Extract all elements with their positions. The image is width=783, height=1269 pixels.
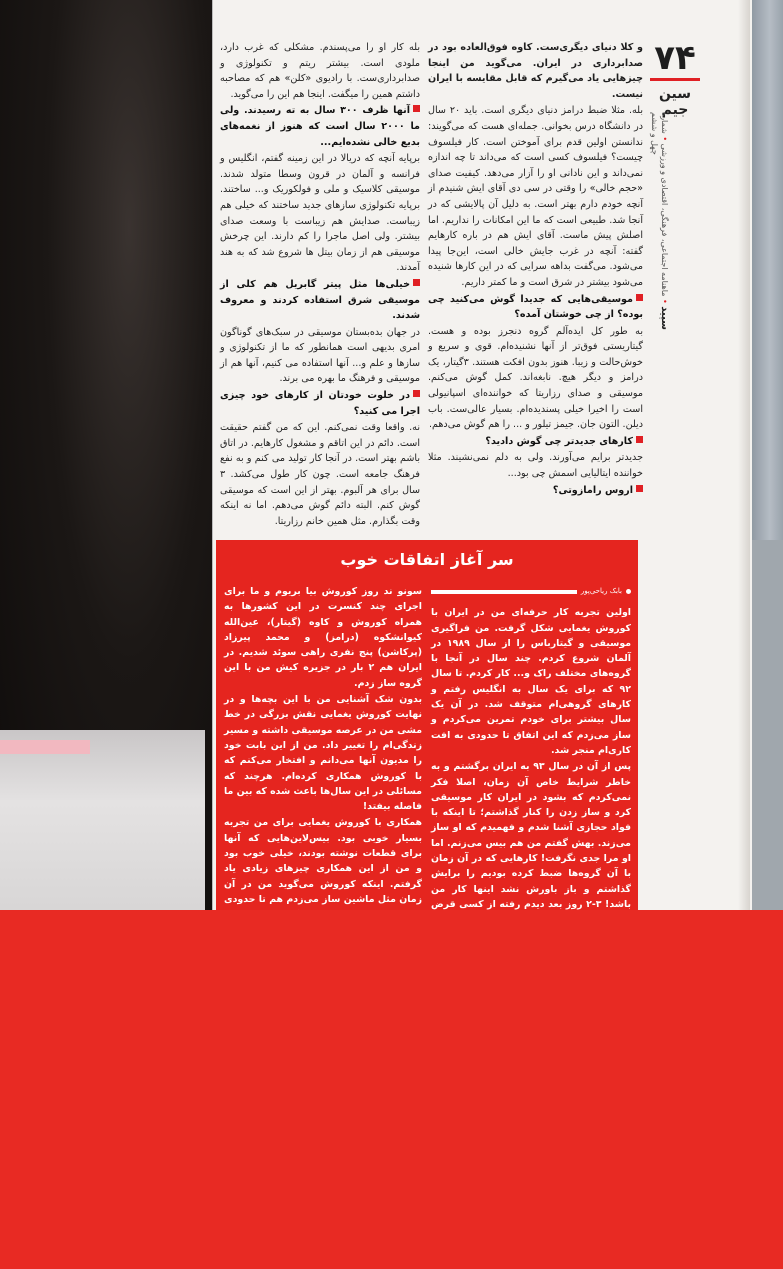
interview-question: [428, 292, 643, 323]
dot-separator: •: [660, 133, 669, 142]
answer-paragraph: نه. واقعا وقت نمی‌کنم. این که من گفتم حقیقت است. دائم در این اتاقم و مشغول کارهایم. در اتاق باشم بهتر است. در آنجا کار تولید می کنم و به نفع فرهنگ جامعه است. چون کار طول می‌کشد. ۳ سال برای هر آلبوم. بهتر از این است که موسیقی گوش کنم. البته دائم گوش می‌دهم. اما نه اینکه وقت بگذارم. مثل همین خانم رزاریتا.: [220, 422, 420, 527]
box-title: سر آغاز اتفاقات خوب: [340, 550, 514, 569]
answer-paragraph: بله. مثلا ضبط درامز دنیای دیگری است. باید ۲۰ سال در دانشگاه درس بخوانی. جمله‌ای هست که می‌گویند: ندانستن اولین قدم برای آموختن است. کار فیلسوف چیست؟ فیلسوف کسی است که می‌داند تا چه اندازه نمی‌داند و این نادانی او را آزار می‌دهد. کیفیت صدای «حجم خالی» را وقتی در سی دی آقای ایش شنیدم از آنچه خودم دارم بهتر است. به دلیل آن پالایشی که در آنجا شد. طبیعی است که ما این امکانات را نداریم. اما اصلش پیش ماست. آقای ایش هم در باره کارهایم گفته: آنچه در غرب جایش خالی است، این‌جا پیدا می‌شود. می‌گفت بدا‌هه سرایی که در این کارها شنیده می‌شود بیشتر در شرق است و ما کمتر داریم.: [428, 105, 643, 288]
box-author: بابک ریاحی‌پور: [580, 587, 622, 595]
red-square-icon: [413, 390, 420, 397]
interview-question: [428, 434, 643, 450]
question-text: اروس رامازوتی؟: [552, 484, 633, 496]
answer-paragraph: به طور کل ایده‌آلم گروه دنجرز بوده و هست. گیتاریستی فوق‌تر از آنها نشنیده‌ام. قوی و سریع و خوش‌حالت و زیبا. هنوز بدون افکت هستند. ۳گیتار، یک درامز و دیگر هیچ. نابغه‌اند. کمل گوش می‌کنم. موسیقی و صدای رزاریتا که خواننده‌ای اسپانیولی است را اخیرا خیلی پسندیده‌ام. بسیار عالی‌ست. باب دیلن. التون جان. جیمز تیلور و ... را هم گوش می‌دهم.: [428, 325, 643, 431]
brand-logo: سپید: [659, 306, 670, 331]
dot-separator: •: [660, 296, 669, 304]
red-square-icon: [636, 294, 643, 301]
next-page-edge: [750, 540, 783, 910]
section-title: سین جیم: [658, 86, 692, 118]
background-right-edge: [750, 0, 783, 910]
pink-stripe: [0, 740, 90, 754]
interview-question: [220, 103, 420, 150]
box-paragraph: اولین تجربه کار حرفه‌ای من در ایران با کوروش یغمایی شکل گرفت. من فراگیری موسیقی و گیتار‌باس را از سال ۱۹۸۹ در آلمان شروع کردم. چند سال در آنجا با گروه‌های مختلف راک و... کار کردم. تا سال ۹۲ که برای یک سال به انگلیس رفتم و کارهای گروهی‌ام متوقف شد. در آن یک سال بیشتر برای خودم تمرین می‌کردم و ساز می‌زدم که این اتفاق تا حدودی به افت کاری‌ام منجر شد.: [431, 607, 631, 756]
box-paragraph: پس از آن در سال ۹۳ به ایران برگشتم و به خاطر شرایط خاص آن زمان، اصلا فکر نمی‌کردم که بشود در ایران کار موسیقی کرد و ساز زدن را کنار گذاشتم؛ تا اینکه با فواد حجازی آشنا شدم و فهمیدم که او ساز می‌زند. بهش گفتم من هم بیس می‌زنم. اما او مرا جدی نگرفت! کارهایی که در آن زمان با آن گروه‌ها ضبط کرده بودیم را برایش گذاشتم و باز باورش نشد اینها کار من باشد! ۳-۲ روز بعد دیدم رفته از کسی قرض: [431, 761, 631, 910]
answer-paragraph: بله کار او را می‌پسندم. مشکلی که غرب دارد، ملودی است. بیشتر ریتم و تکنولوژی و صدابرداری‌ست. با رادیوی «کلن» هم که مصاحبه داشتم همین را میگفت. اینجا هم این را می‌گوید.: [220, 42, 420, 100]
question-text: خیلی‌ها مثل پیتر گابریل هم کلی از موسیقی شرق استفاده کردند و معروف شدند.: [220, 278, 420, 322]
box-paragraph: همکاری با کوروش یغمایی برای من تجربه بسیار خوبی بود. بیس‌لاین‌هایی که آنها برای قطعات نوشته بودند، خیلی خوب بود و من از این همکاری چیزهای زیادی یاد گرفتم. اینکه کوروش می‌گوید من در آن زمان مثل ماشین ساز می‌زدم هم تا حدودی: [224, 817, 422, 905]
issue-number: شماره چهل و ششم: [650, 112, 669, 155]
question-text: در خلوت خودتان از کارهای خود چیزی اجرا می کنید؟: [220, 390, 420, 417]
red-square-icon: [636, 485, 643, 492]
red-square-icon: [636, 436, 643, 443]
sidebar-box: [216, 540, 638, 910]
answer-paragraph: در جهان بده‌بستان موسیقی در سبک‌های گوناگون امری بدیهی است همانطور که ما از تکنولوژی و سازها و علم و... آنها استفاده می کنیم، آنها هم از موسیقی و فرهنگ ما بهره می برند.: [220, 326, 420, 385]
author-line: [431, 584, 631, 599]
bullet-icon: [626, 589, 631, 594]
article-column-left: [220, 40, 420, 530]
red-square-icon: [413, 279, 420, 286]
interview-question: [220, 277, 420, 324]
red-square-icon: [413, 105, 420, 112]
box-paragraph: بدون شک آشنایی من با این بچه‌ها و در نهایت کوروش یغمایی نقش بزرگی در خط مشی من در عرصه موسیقی داشته و مسیر زندگی‌ام را تغییر داد. من از این بابت خود را مدیون آنها می‌دانم و افتخار می‌کنم که با کوروش همکاری کرده‌ام. هرچند که مسائلی در این سال‌ها باعث شده که بین ما فاصله بیفتد!: [224, 694, 422, 813]
question-text: موسیقی‌هایی که جدیدا گوش می‌کنید چی بوده؟ از چی خوشتان آمده؟: [428, 293, 643, 321]
lead-paragraph: و کلا دنیای دیگری‌ست. کاوه فوق‌العاده بود در صدابرداری در ایران. می‌گوید من اینجا چیزهایی یاد می‌گیرم که قابل مقایسه با ایران نیست.: [428, 42, 643, 100]
tagline: ماهنامه اجتماعی، فرهنگی، اقتصادی و ورزشی: [660, 143, 669, 297]
interview-question: [220, 388, 420, 419]
bottom-red-area: [0, 910, 783, 1269]
box-column-right: [431, 584, 631, 929]
page-fold-shadow: [738, 0, 750, 910]
answer-paragraph: جدیدتر برایم می‌آورند. ولی به دلم نمی‌نشیند. مثلا خواننده ایتالیایی اسمش چی بود...: [428, 452, 643, 480]
answer-paragraph: برپایه آنچه که دریالا در این زمینه گفتم، انگلیس و فرانسه و آلمان در قرون وسطا متولد شدند. موسیقی کلاسیک و ملی و فولکوریک و... ساختند. برپایه تکنولوژی سازهای جدید ساختند که خیلی هم زیباست. صدایش هم زیباست با وسعت صدای بیشتر. ولی اصل ماجرا را کم دارند. این چرخش موسیقی هم از زمان بیتل ها شروع شد که به هند آمدند.: [220, 153, 420, 274]
author-rule: [431, 590, 577, 594]
vertical-masthead: [650, 112, 670, 342]
interview-question: [428, 483, 643, 499]
page-number-rule: [650, 78, 700, 81]
question-text: آنها ظرف ۳۰۰ سال به ته رسیدند. ولی ما ۲۰۰۰ سال است که هنوز از نغمه‌های بدیع خالی نشده‌ایم...: [220, 105, 420, 148]
box-paragraph: سونو ند روز کوروش بیا بریوم و ما برای اجرای چند کنسرت در این کشورها به همراه کوروش و کاوه (گیتار)، عین‌الله کیوانشکوه (درامز) و محمد پیرزاد (پرکاشن) پنج نفری راهی سوئد شدیم. در ایران هم ۲ بار در جزیره کیش من با این گروه ساز زدم.: [224, 586, 422, 689]
article-column-right: [428, 40, 643, 499]
box-column-left: [224, 584, 422, 939]
background-paper-stack: [0, 730, 205, 910]
page-number: ۷۴: [654, 38, 696, 78]
question-text: کارهای جدیدتر چی گوش دادید؟: [485, 435, 633, 447]
